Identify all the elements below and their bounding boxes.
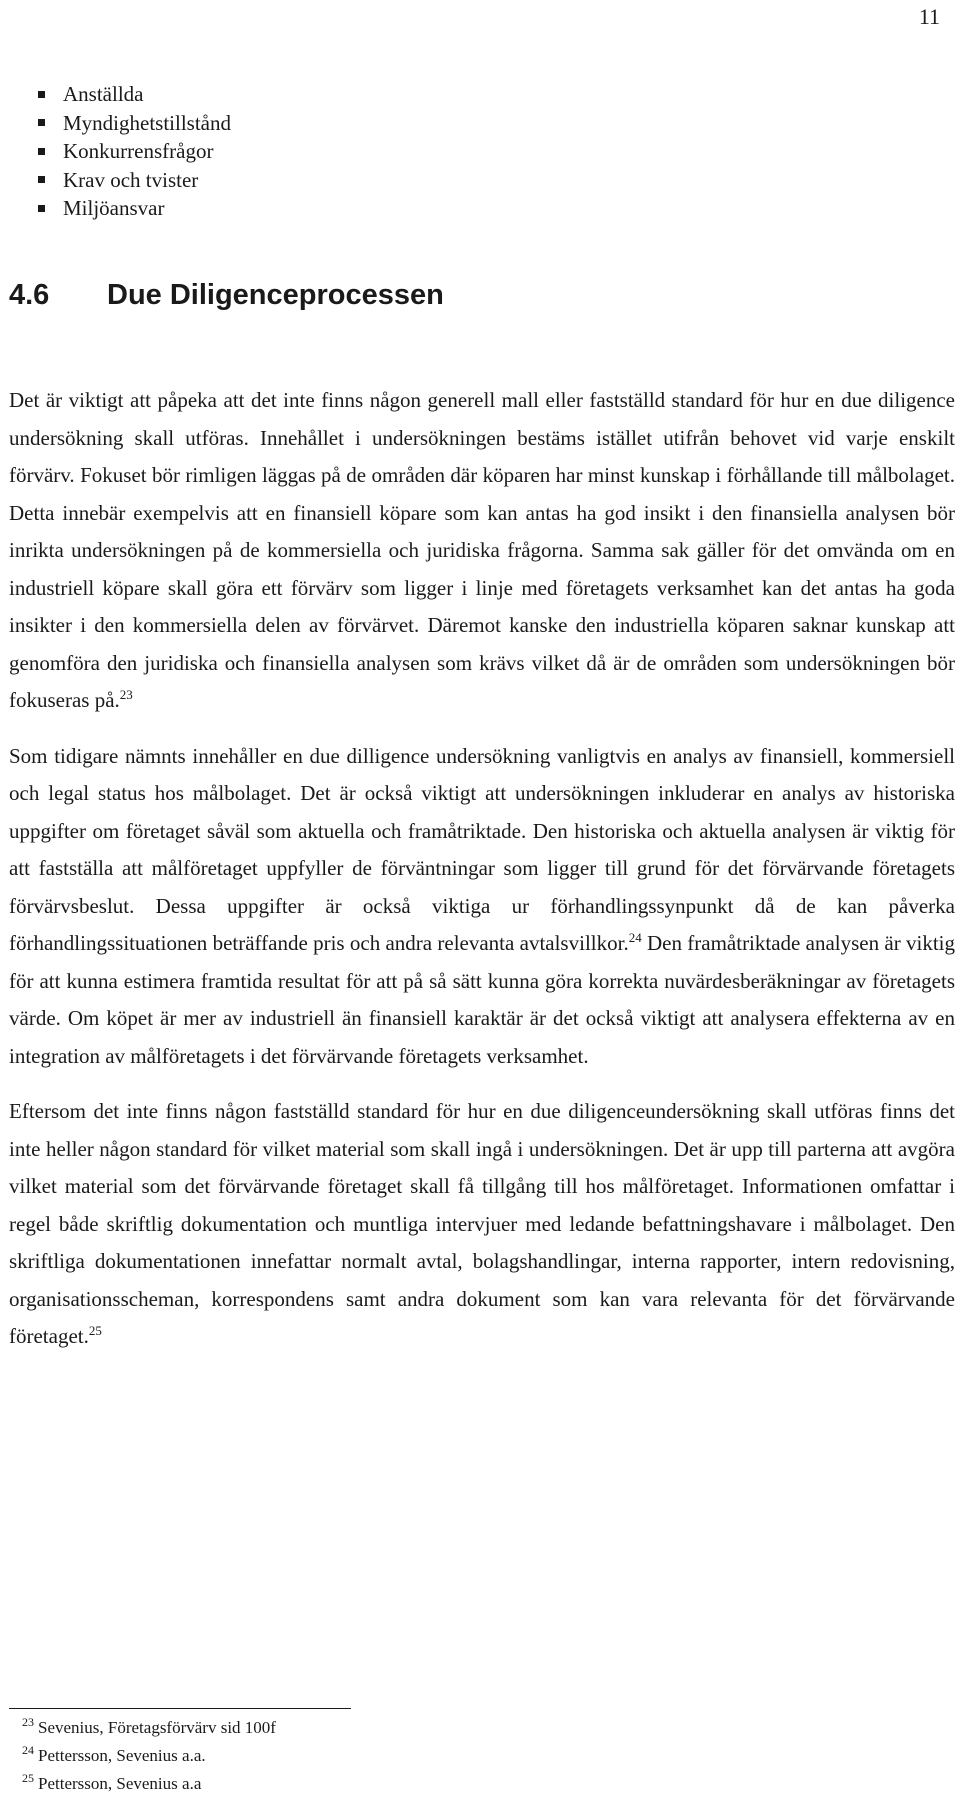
square-bullet-icon: [38, 205, 45, 212]
footnote-text: Pettersson, Sevenius a.a: [38, 1774, 202, 1793]
body-text: [9, 382, 955, 1374]
paragraph: [9, 382, 955, 720]
square-bullet-icon: [38, 91, 45, 98]
bullet-item: [38, 194, 231, 223]
bullet-text: Anställda: [63, 82, 144, 107]
footnote-text: Sevenius, Företagsförvärv sid 100f: [38, 1718, 276, 1737]
square-bullet-icon: [38, 176, 45, 183]
footnote-number: 23: [22, 1715, 34, 1730]
bullet-text: Myndighetstillstånd: [63, 110, 231, 135]
footnote-ref: 25: [88, 1323, 102, 1338]
square-bullet-icon: [38, 148, 45, 155]
section-title: Due Diligenceprocessen: [107, 279, 444, 311]
bullet-item: [38, 137, 231, 166]
bullet-item: [38, 166, 231, 195]
footnote-ref: 24: [628, 930, 642, 945]
footnote-number: 25: [22, 1771, 34, 1786]
footnotes: [22, 1714, 276, 1798]
footnote-number: 24: [22, 1743, 34, 1758]
paragraph-text: Det är viktigt att påpeka att det inte finns någon generell mall eller fastställd standard för hur en due diligence undersökning skall utföras. Innehållet i undersökningen bestäms istället utifrån behovet vid varje enskilt förvärv. Fokuset bör rimligen läggas på de områden där köparen har minst kunskap i förhållande till målbolaget. Detta innebär exempelvis att en finansiell köpare som kan antas ha god insikt i den finansiella analysen bör inrikta undersökningen på de kommersiella och juridiska frågorna. Samma sak gäller för det omvända om en industriell köpare skall göra ett förvärv som ligger i linje med företagets verksamhet kan det antas ha goda insikter i den kommersiella delen av förvärvet. Däremot kanske den industriella köparen saknar kunskap att genomföra den juridiska och finansiella analysen som krävs vilket då är de områden som undersökningen bör fokuseras på.: [9, 388, 955, 712]
section-heading: [9, 278, 444, 312]
page-number: 11: [918, 4, 940, 29]
bullet-text: Miljöansvar: [63, 196, 165, 221]
bullet-item: [38, 80, 231, 109]
bullet-text: Krav och tvister: [63, 167, 199, 192]
paragraph-text: Eftersom det inte finns någon fastställd standard för hur en due diligenceundersökning skall utföras finns det inte heller någon standard för vilket material som skall ingå i undersökningen. Det är upp till parterna att avgöra vilket material som det förvärvande företaget skall få tillgång till hos målföretaget. Informationen omfattar i regel både skriftlig dokumentation och muntliga intervjuer med ledande befattningshavare i målbolaget. Den skriftliga dokumentationen innefattar normalt avtal, bolagshandlingar, interna rapporter, intern redovisning, organisationsscheman, korrespondens samt andra dokument som kan vara relevanta för det förvärvande företaget.: [9, 1099, 955, 1348]
square-bullet-icon: [38, 119, 45, 126]
footnote-text: Pettersson, Sevenius a.a.: [38, 1746, 206, 1765]
bullet-item: [38, 109, 231, 138]
section-number: 4.6: [9, 279, 50, 311]
bullet-list: [38, 80, 231, 223]
footnote: [22, 1714, 276, 1742]
footnote-separator: [9, 1708, 351, 1709]
bullet-text: Konkurrensfrågor: [63, 139, 214, 164]
footnote: [22, 1770, 276, 1798]
footnote: [22, 1742, 276, 1770]
footnote-ref: 23: [119, 687, 133, 702]
paragraph: [9, 738, 955, 1076]
paragraph-text: Som tidigare nämnts innehåller en due dilligence undersökning vanligtvis en analys av finansiell, kommersiell och legal status hos målbolaget. Det är också viktigt att undersökningen inkluderar en analys av historiska uppgifter om företaget såväl som aktuella och framåtriktade. Den historiska och aktuella analysen är viktig för att fastställa att målföretaget uppfyller de förväntningar som ligger till grund för det förvärvande företagets förvärvsbeslut. Dessa uppgifter är också viktiga ur förhandlingssynpunkt då de kan påverka förhandlingssituationen beträffande pris och andra relevanta avtalsvillkor.: [9, 743, 955, 955]
paragraph-text: Den framåtriktade analysen är viktig för att kunna estimera framtida resultat för att på så sätt kunna göra korrekta nuvärdesberäkningar av företagets värde. Om köpet är mer av industriell än finansiell karaktär är det också viktigt att analysera effekterna av en integration av målföretagets i det förvärvande företagets verksamhet.: [9, 931, 956, 1068]
paragraph: [9, 1093, 955, 1356]
